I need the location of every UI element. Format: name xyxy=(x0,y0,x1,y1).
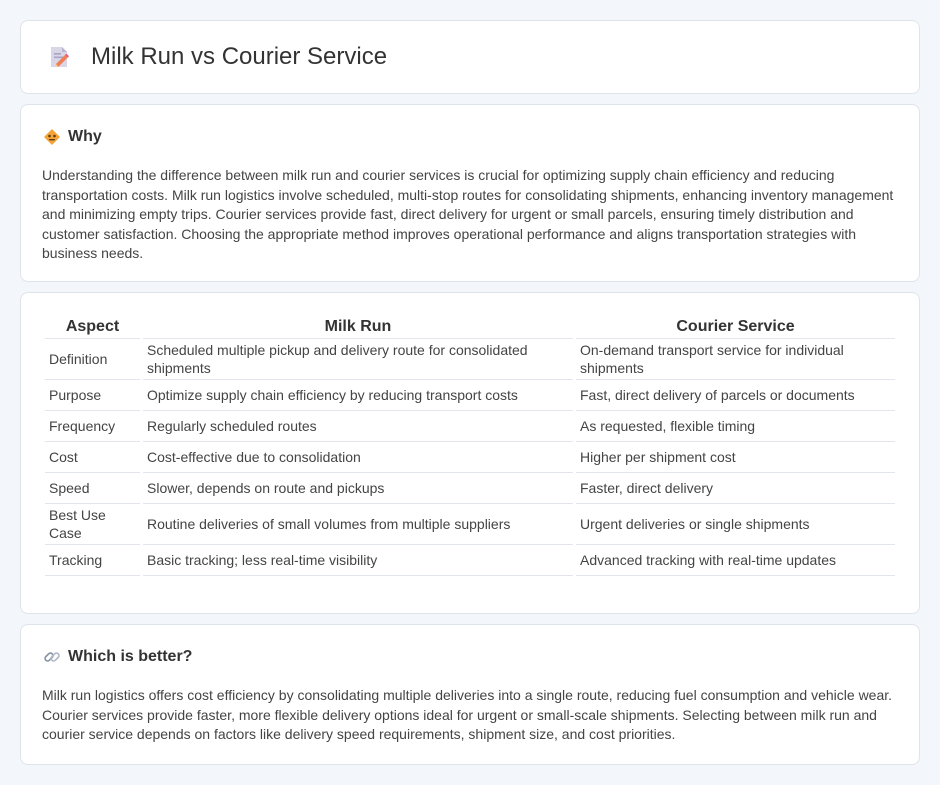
table-row xyxy=(45,442,895,473)
why-header xyxy=(43,128,102,146)
better-heading: Which is better? xyxy=(68,648,193,665)
row-courier-service: Advanced tracking with real-time updates xyxy=(576,545,895,576)
row-courier-service: Fast, direct delivery of parcels or documents xyxy=(576,380,895,411)
row-milk-run: Cost-effective due to consolidation xyxy=(143,442,573,473)
better-text: Milk run logistics offers cost efficiency by consolidating multiple deliveries into a single route, reducing fuel consumption and vehicle wear. Courier services provide faster, more flexible delivery options ideal for urgent or small-scale shipments. Selecting between milk run and courier service depends on factors like delivery speed requirements, shipment size, and cost priorities. xyxy=(42,687,893,743)
link-icon xyxy=(43,648,61,666)
row-aspect: Definition xyxy=(45,339,140,380)
table-header-row xyxy=(45,315,895,339)
row-aspect: Purpose xyxy=(45,380,140,411)
document-pencil-icon xyxy=(47,45,71,69)
which-is-better-section xyxy=(20,624,920,765)
row-aspect: Frequency xyxy=(45,411,140,442)
why-text: Understanding the difference between milk run and courier services is crucial for optimizing supply chain efficiency and reducing transportation costs. Milk run logistics involve scheduled, multi-stop routes for consolidating shipments, enhancing inventory management and minimizing empty trips. Courier services provide fast, direct delivery for urgent or small parcels, ensuring timely distribution and customer satisfaction. Choosing the appropriate method improves operational performance and aligns transportation strategies with business needs. xyxy=(42,167,894,262)
comparison-table-card xyxy=(20,292,920,614)
column-header-milk-run: Milk Run xyxy=(143,315,573,339)
row-aspect: Cost xyxy=(45,442,140,473)
row-aspect: Tracking xyxy=(45,545,140,576)
diamond-warning-icon xyxy=(43,128,61,146)
table-row xyxy=(45,473,895,504)
row-courier-service: As requested, flexible timing xyxy=(576,411,895,442)
page-title: Milk Run vs Courier Service xyxy=(91,43,388,70)
title-card xyxy=(20,20,920,94)
row-milk-run: Scheduled multiple pickup and delivery route for consolidated shipments xyxy=(143,339,573,380)
why-section xyxy=(20,104,920,282)
row-milk-run: Regularly scheduled routes xyxy=(143,411,573,442)
table-row xyxy=(45,504,895,545)
row-courier-service: Faster, direct delivery xyxy=(576,473,895,504)
row-aspect: Best Use Case xyxy=(45,504,140,545)
row-milk-run: Routine deliveries of small volumes from multiple suppliers xyxy=(143,504,573,545)
better-header xyxy=(43,648,192,666)
row-milk-run: Basic tracking; less real-time visibility xyxy=(143,545,573,576)
row-courier-service: Higher per shipment cost xyxy=(576,442,895,473)
column-header-courier-service: Courier Service xyxy=(576,315,895,339)
row-courier-service: Urgent deliveries or single shipments xyxy=(576,504,895,545)
row-aspect: Speed xyxy=(45,473,140,504)
row-courier-service: On-demand transport service for individual shipments xyxy=(576,339,895,380)
table-row xyxy=(45,411,895,442)
table-row xyxy=(45,380,895,411)
row-milk-run: Slower, depends on route and pickups xyxy=(143,473,573,504)
why-heading: Why xyxy=(68,128,102,145)
column-header-aspect: Aspect xyxy=(45,315,140,339)
table-row xyxy=(45,339,895,380)
table-row xyxy=(45,545,895,576)
row-milk-run: Optimize supply chain efficiency by reducing transport costs xyxy=(143,380,573,411)
comparison-table xyxy=(42,315,898,576)
